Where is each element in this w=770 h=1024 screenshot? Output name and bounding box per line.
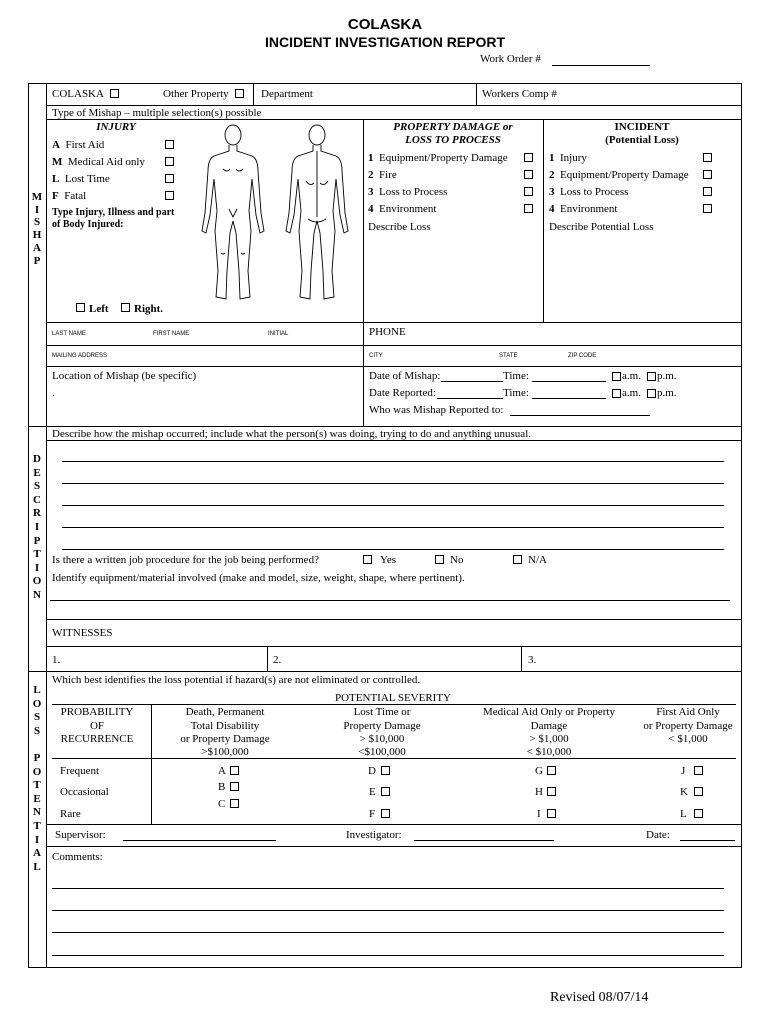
right-checkbox[interactable] xyxy=(121,303,130,312)
yes-checkbox[interactable] xyxy=(363,555,372,564)
no-label: No xyxy=(450,554,464,566)
description-line[interactable] xyxy=(62,527,724,528)
left-checkbox[interactable] xyxy=(76,303,85,312)
first-name-label: FIRST NAME xyxy=(153,331,190,337)
am-checkbox-1[interactable] xyxy=(612,372,621,381)
na-label: N/A xyxy=(528,554,547,566)
initial-label: INITIAL xyxy=(268,331,289,337)
state-label: STATE xyxy=(499,353,518,359)
incident-item-4: 4 Environment xyxy=(549,203,618,215)
colaska-label: COLASKA xyxy=(52,88,104,100)
property-heading: PROPERTY DAMAGE or xyxy=(393,121,513,133)
incident-equipment-checkbox[interactable] xyxy=(703,170,712,179)
date-field[interactable] xyxy=(680,840,735,841)
witnesses-label: WITNESSES xyxy=(52,627,113,639)
body-back-diagram[interactable] xyxy=(280,121,355,309)
comments-label: Comments: xyxy=(52,851,103,863)
injury-item-lost-time: L Lost Time xyxy=(52,173,110,185)
phone-label: PHONE xyxy=(369,326,406,338)
witness-3-field[interactable]: 3. xyxy=(528,654,537,666)
city-label: CITY xyxy=(369,353,383,359)
revised-date: Revised 08/07/14 xyxy=(550,990,649,1005)
loss-to-process-checkbox[interactable] xyxy=(524,187,533,196)
injury-note-2: of Body Injured: xyxy=(52,219,124,230)
property-heading-2: LOSS TO PROCESS xyxy=(405,134,501,146)
incident-environment-checkbox[interactable] xyxy=(703,204,712,213)
severity-col-2: Lost Time or xyxy=(353,706,411,718)
supervisor-label: Supervisor: xyxy=(55,829,106,841)
date-of-mishap-field[interactable] xyxy=(441,381,503,382)
severity-g-checkbox[interactable] xyxy=(547,766,556,775)
incident-item-1: 1 Injury xyxy=(549,152,587,164)
other-property-label: Other Property xyxy=(163,88,229,100)
environment-checkbox[interactable] xyxy=(524,204,533,213)
severity-i-checkbox[interactable] xyxy=(547,809,556,818)
form-title: COLASKA xyxy=(347,16,423,33)
fatal-checkbox[interactable] xyxy=(165,191,174,200)
incident-loss-checkbox[interactable] xyxy=(703,187,712,196)
body-front-diagram[interactable] xyxy=(196,121,271,309)
severity-j-checkbox[interactable] xyxy=(694,766,703,775)
pm-checkbox-2[interactable] xyxy=(647,389,656,398)
row-rare: Rare xyxy=(60,808,81,820)
incident-injury-checkbox[interactable] xyxy=(703,153,712,162)
probability-label-2: OF xyxy=(89,720,105,732)
severity-f-checkbox[interactable] xyxy=(381,809,390,818)
medical-aid-checkbox[interactable] xyxy=(165,157,174,166)
procedure-question: Is there a written job procedure for the job being performed? xyxy=(52,554,319,566)
am-checkbox-2[interactable] xyxy=(612,389,621,398)
property-item-3: 3 Loss to Process xyxy=(368,186,448,198)
severity-e-checkbox[interactable] xyxy=(381,787,390,796)
comments-line[interactable] xyxy=(52,932,724,933)
pm-checkbox-1[interactable] xyxy=(647,372,656,381)
comments-line[interactable] xyxy=(52,910,724,911)
description-line[interactable] xyxy=(62,505,724,506)
injury-item-first-aid: A First Aid xyxy=(52,139,105,151)
comments-line[interactable] xyxy=(52,888,724,889)
describe-potential-label: Describe Potential Loss xyxy=(549,221,654,233)
severity-col-3: Medical Aid Only or Property xyxy=(483,706,615,718)
yes-label: Yes xyxy=(380,554,397,566)
injury-item-medical-aid: M Medical Aid only xyxy=(52,156,145,168)
severity-h-checkbox[interactable] xyxy=(547,787,556,796)
property-damage-checkbox[interactable] xyxy=(524,153,533,162)
zip-label: ZIP CODE xyxy=(568,353,597,359)
mishap-side-label: M I S H A P xyxy=(31,191,43,267)
injury-item-fatal: F Fatal xyxy=(52,190,87,202)
probability-label: PROBABILITY xyxy=(60,706,134,718)
severity-col-4: First Aid Only xyxy=(656,706,720,718)
no-checkbox[interactable] xyxy=(435,555,444,564)
am-label-1: a.m. xyxy=(622,370,641,382)
right-label: Right. xyxy=(134,303,164,315)
equipment-field[interactable] xyxy=(50,600,730,601)
form-subtitle: INCIDENT INVESTIGATION REPORT xyxy=(264,34,506,50)
description-side-label: D E S C R I P T I O N xyxy=(32,453,42,601)
date-label: Date: xyxy=(646,829,670,841)
reported-to-field[interactable] xyxy=(510,415,650,416)
equipment-question: Identify equipment/material involved (make and model, size, weight, shape, where pertinent). xyxy=(52,572,465,584)
mailing-address-label: MAILING ADDRESS xyxy=(52,353,108,359)
na-checkbox[interactable] xyxy=(513,555,522,564)
last-name-label: LAST NAME xyxy=(52,331,86,337)
potential-severity-label: POTENTIAL SEVERITY xyxy=(335,692,451,704)
date-reported-label: Date Reported: xyxy=(369,387,436,399)
work-order-field[interactable] xyxy=(552,65,650,66)
lost-time-checkbox[interactable] xyxy=(165,174,174,183)
probability-label-3: RECURRENCE xyxy=(60,733,134,745)
date-of-mishap-label: Date of Mishap: xyxy=(369,370,441,382)
severity-a-checkbox[interactable] xyxy=(230,766,239,775)
fire-checkbox[interactable] xyxy=(524,170,533,179)
time-label-1: Time: xyxy=(503,370,529,382)
incident-item-2: 2 Equipment/Property Damage xyxy=(549,169,689,181)
loss-potential-side-label: L O S S P O T E N T I A L xyxy=(32,684,42,873)
incident-heading-2: (Potential Loss) xyxy=(605,134,679,146)
supervisor-field[interactable] xyxy=(123,840,276,841)
severity-b-checkbox[interactable] xyxy=(230,782,239,791)
loss-question: Which best identifies the loss potential if hazard(s) are not eliminated or controlled. xyxy=(52,674,421,686)
injury-note: Type Injury, Illness and part xyxy=(52,207,175,218)
description-prompt: Describe how the mishap occurred; include what the person(s) was doing, trying to do and anything unusual. xyxy=(52,428,531,440)
row-frequent: Frequent xyxy=(60,765,100,777)
time-field-2[interactable] xyxy=(532,398,606,399)
comments-line[interactable] xyxy=(52,955,724,956)
severity-k-checkbox[interactable] xyxy=(694,787,703,796)
investigator-field[interactable] xyxy=(414,840,554,841)
type-of-mishap-label: Type of Mishap – multiple selection(s) possible xyxy=(52,107,262,119)
description-line[interactable] xyxy=(62,461,724,462)
row-occasional: Occasional xyxy=(60,786,109,798)
witness-2-field[interactable]: 2. xyxy=(273,654,282,666)
colaska-checkbox[interactable] xyxy=(110,89,119,98)
location-label: Location of Mishap (be specific) xyxy=(52,370,197,382)
severity-col-1: Death, Permanent xyxy=(185,706,265,718)
time-label-2: Time: xyxy=(503,387,529,399)
workers-comp-field[interactable]: Workers Comp # xyxy=(482,88,557,100)
pm-label-2: p.m. xyxy=(657,387,677,399)
pm-label-1: p.m. xyxy=(657,370,677,382)
date-reported-field[interactable] xyxy=(437,398,503,399)
left-label: Left xyxy=(89,303,109,315)
investigator-label: Investigator: xyxy=(346,829,402,841)
severity-d-checkbox[interactable] xyxy=(381,766,390,775)
description-line[interactable] xyxy=(62,483,724,484)
property-item-2: 2 Fire xyxy=(368,169,397,181)
severity-l-checkbox[interactable] xyxy=(694,809,703,818)
injury-heading: INJURY xyxy=(96,121,136,133)
first-aid-checkbox[interactable] xyxy=(165,140,174,149)
location-dot: . xyxy=(52,387,55,399)
time-field-1[interactable] xyxy=(532,381,606,382)
severity-c-checkbox[interactable] xyxy=(230,799,239,808)
other-property-checkbox[interactable] xyxy=(235,89,244,98)
department-field[interactable]: Department xyxy=(261,88,313,100)
incident-item-3: 3 Loss to Process xyxy=(549,186,629,198)
description-line[interactable] xyxy=(62,549,724,550)
describe-loss-label: Describe Loss xyxy=(368,221,431,233)
work-order-label: Work Order # xyxy=(480,53,541,65)
am-label-2: a.m. xyxy=(622,387,641,399)
property-item-4: 4 Environment xyxy=(368,203,437,215)
witness-1-field[interactable]: 1. xyxy=(52,654,61,666)
incident-heading: INCIDENT xyxy=(614,121,670,133)
property-item-1: 1 Equipment/Property Damage xyxy=(368,152,508,164)
reported-to-label: Who was Mishap Reported to: xyxy=(369,404,504,416)
